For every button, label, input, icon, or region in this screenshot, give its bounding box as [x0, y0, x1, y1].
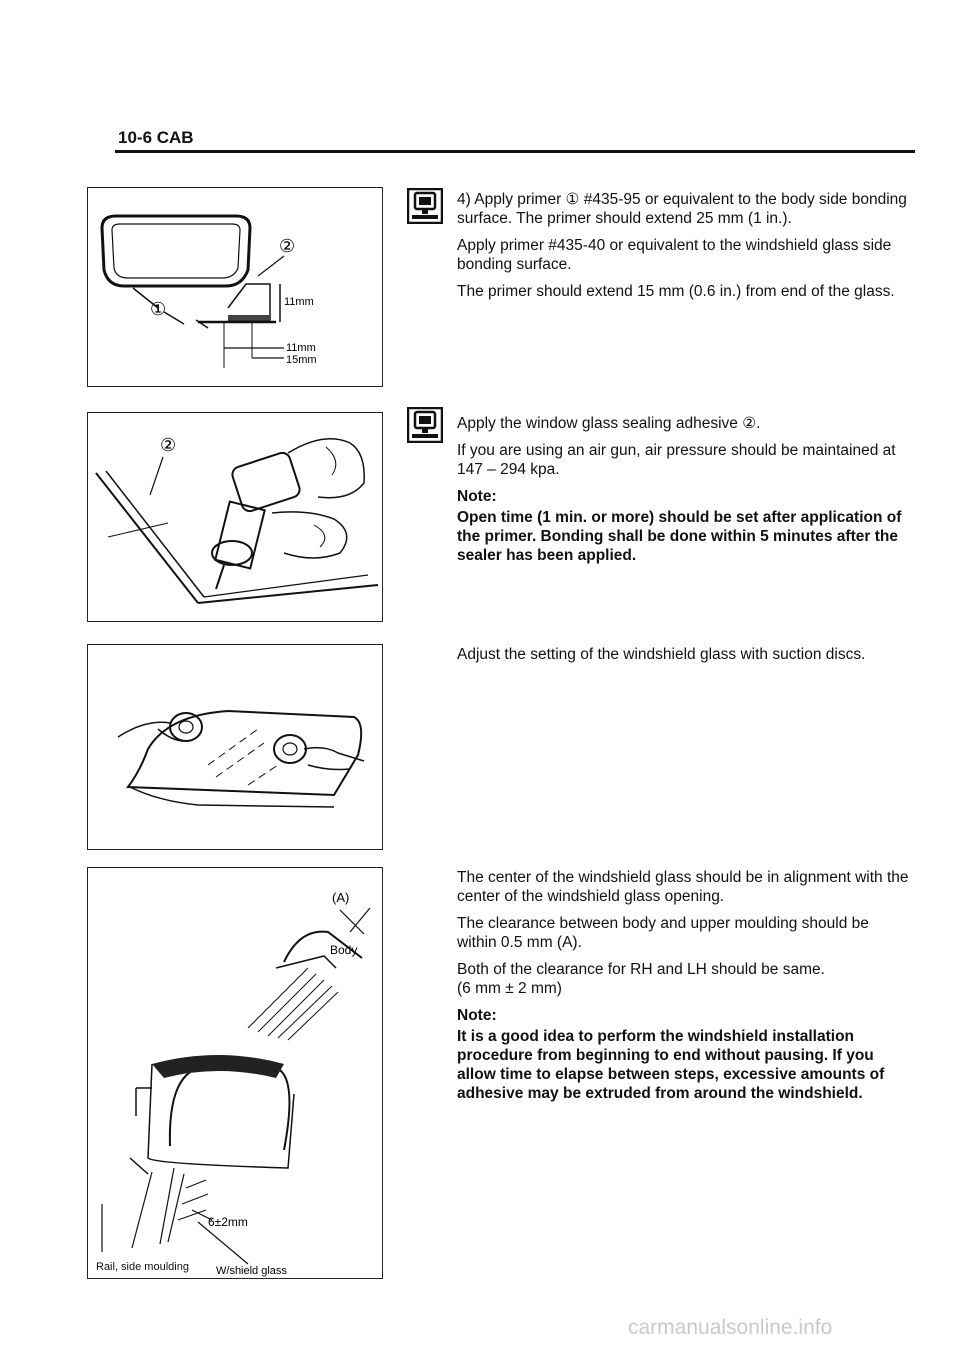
alignment-diagram	[88, 868, 383, 1279]
figure-primer	[87, 187, 383, 387]
step-adhesive	[457, 414, 912, 573]
step-primer-p1: 4) Apply primer ① #435-95 or equivalent to the body side bonding surface. The primer should extend 25 mm (1 in.).	[457, 191, 907, 227]
monitor-icon	[407, 188, 443, 224]
step-suction	[457, 645, 912, 672]
step-alignment-p3: Both of the clearance for RH and LH should be same.	[457, 961, 825, 978]
dim-a: 11mm	[284, 296, 314, 308]
watermark: carmanualsonline.info	[628, 1316, 833, 1339]
step-alignment	[457, 868, 912, 1111]
adhesive-gun-diagram	[88, 413, 383, 622]
label-a: (A)	[332, 890, 350, 905]
step-adhesive-p2: If you are using an air gun, air pressure should be maintained at 147 – 294 kpa.	[457, 442, 896, 478]
label-glass: W/shield glass	[216, 1265, 287, 1277]
step-primer-p3: The primer should extend 15 mm (0.6 in.) from end of the glass.	[457, 283, 895, 300]
monitor-icon	[407, 407, 443, 443]
note-label: Note:	[457, 1007, 497, 1024]
figure-adhesive-gun	[87, 412, 383, 622]
step-adhesive-note: Open time (1 min. or more) should be set after application of the primer. Bonding shall be done within 5 minutes after the sealer has been applied.	[457, 509, 902, 564]
note-label: Note:	[457, 488, 497, 505]
adhesive-marker: ②	[279, 236, 296, 256]
primer-diagram	[88, 188, 383, 387]
header-rule	[115, 150, 915, 153]
step-alignment-p3b: (6 mm ± 2 mm)	[457, 980, 562, 997]
step-primer-p2: Apply primer #435-40 or equivalent to the windshield glass side bonding surface.	[457, 237, 892, 273]
dim-b: 11mm	[286, 342, 316, 354]
page-header: 10-6 CAB	[118, 128, 194, 147]
step-adhesive-p1: Apply the window glass sealing adhesive ②.	[457, 415, 761, 432]
step-alignment-p1: The center of the windshield glass should be in alignment with the center of the windshield glass opening.	[457, 869, 909, 905]
step-alignment-p2: The clearance between body and upper moulding should be within 0.5 mm (A).	[457, 915, 869, 951]
label-gap: 6±2mm	[208, 1215, 248, 1229]
primer-marker: ①	[150, 299, 167, 319]
figure-alignment	[87, 867, 383, 1279]
step-primer	[457, 190, 912, 309]
step-suction-p1: Adjust the setting of the windshield glass with suction discs.	[457, 646, 866, 663]
suction-discs-diagram	[88, 645, 383, 850]
label-rail: Rail, side moulding	[96, 1261, 189, 1273]
adhesive-marker-2: ②	[160, 435, 177, 455]
dim-c: 15mm	[286, 354, 317, 366]
step-alignment-note: It is a good idea to perform the windshield installation procedure from beginning to end without pausing. If you allow time to elapse between steps, excessive amounts of adhesive may be extruded from around the windshield.	[457, 1028, 885, 1102]
figure-suction-discs	[87, 644, 383, 850]
label-body: Body	[330, 943, 358, 957]
